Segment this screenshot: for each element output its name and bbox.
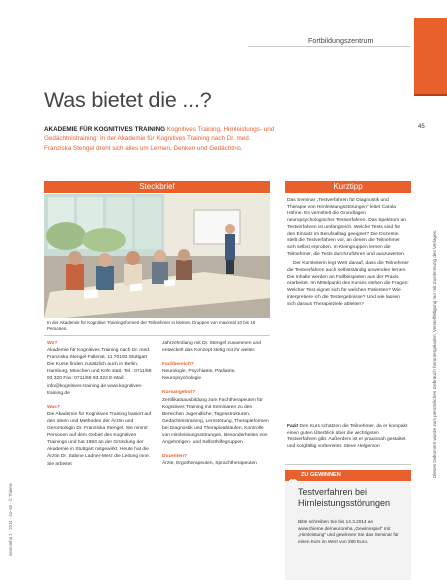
steckbrief-column-right xyxy=(162,340,270,467)
kursangebot-text: Zertifikatsausbildung zum Fachtherapeuten für Kognitives Training mit Seminaren zu den Bereichen Jugendliche, Tagesstrukturen, Gedächtnistraining, Lernstörung, Therapieformen bei Diagnostik und Therapieabläufen, Kontrolle von Hirnleistungsstörungen, Besonderheiten von Angehörigen- und Selbsthilfegruppen xyxy=(162,397,269,446)
spacer xyxy=(162,446,270,453)
header-rule xyxy=(248,46,410,47)
spacer xyxy=(47,397,155,404)
fazit-label: Fazit xyxy=(287,424,299,429)
was-text: Die Akademie für Kognitives Training basiert auf den Ideen und Methoden der Ärztin und Gerontologin Dr. Franziska Stengel. Sie nimmt Personen auf dem Gebiet des Kognitiven Trainings und hat 1993 an der Gründung der Akademie in Stuttgart mitgewirkt. Heute hat die Ärztin Dr. Sabine Ladner-Merz die Leitung inne. Sie arbeitet xyxy=(47,411,152,467)
wo-text: Akademie für Kognitives Training nach Dr. med. Franziska Stengel Fallenst. 11 70193 Stuttgart Die Kurse finden zusätzlich auch in Berlin, Hamburg, München und Köln statt. Tel.: 0711/69 93 320 Fax: 0711/69 93 322 E-Mail: info@kognitives-training.de www.kognitives-training.de xyxy=(47,348,152,396)
kurztipp-header: Kurztipp xyxy=(285,181,411,193)
dozenten-text: Ärzte, Ergotherapeuten, Sprachtherapeuten xyxy=(162,461,257,467)
fachbereich-label: Fachbereich? xyxy=(162,362,194,368)
intro-lead: AKADEMIE FÜR KOGNITIVES TRAINING xyxy=(44,126,166,133)
steckbrief-header: Steckbrief xyxy=(44,181,270,193)
gewinnen-label: ZU GEWINNEN xyxy=(301,472,341,478)
kurztipp-body xyxy=(287,198,409,311)
gewinnen-title: Testverfahren bei Hirnleistungsstörungen xyxy=(298,487,391,508)
edge-tab xyxy=(414,18,447,94)
wo-label: Wo? xyxy=(47,341,58,346)
steckbrief-column-left xyxy=(47,340,155,468)
fachbereich-text: Neurologie, Psychiatrie, Pädiatrie, Neuropsychologie xyxy=(162,369,236,382)
kurztipp-fazit xyxy=(287,424,409,451)
intro-text: Kognitives Training, Hirnleistungs- und Gedächtnistraining: In der Akademie für Kognitives Training nach Dr. med. Franziska Stengel dreht sich alles um Lernen, Denken und Gedächtnis. xyxy=(44,126,275,152)
was-label: Was? xyxy=(47,404,60,410)
gift-icon xyxy=(289,472,297,479)
page-title: Was bietet die ...? xyxy=(44,88,212,112)
fazit-text: Den Kurs schätzen die Teilnehmer, da er kompakt einen guten Überblick über die wichtigsten Testverfahren gibt. Außerdem ist er praxisnah gestaltet und sorgfältig vorbereitet. xyxy=(287,424,408,450)
intro-paragraph xyxy=(44,125,276,153)
seminar-photo-illustration xyxy=(44,194,270,318)
dozenten-label: Dozenten? xyxy=(162,454,187,460)
kursangebot-label: Kursangebot? xyxy=(162,390,196,396)
was-text-continued: Jahrzehntlang mit Dr. Stengel zusammen und entwickelt das Konzept stetig mit ihr weiter. xyxy=(162,341,261,354)
kurztipp-rule xyxy=(285,464,411,465)
page-number: 45 xyxy=(418,124,425,130)
kurztipp-paragraph: Das Seminar „Testverfahren für Diagnostik und Therapie von Hirnleistungsstörungen“ leitet Carola Höhne. Es vermittelt die Grundlagen neuropsychologischer Testverfahren. Das Spektrum an Testverfahren ist umfangreich. Welche Tests sind für den Einsatz im Berufsalltag geeignet? Die Dozentin stellt die Testverfahren vor, an denen die Teilnehmer sich selbst erproben. In Kleingruppen lernen die Teilnehmer, die Tests durchzuführen und auszuwerten. xyxy=(287,198,406,257)
side-note: Dieses Dokument wurde zum persönlichen Gebrauch heruntergeladen. Vervielfältigung nur mit Zustimmung des Verlages. xyxy=(432,229,437,478)
caption-rule xyxy=(44,335,270,336)
kurztipp-paragraph: Der Kursleiterin legt Wert darauf, dass die Teilnehmer die Testverfahren auch selbstständig anwenden lernen. Die Inhalte werden an Fallbeispielen aus der Praxis erarbeitet. Im Mittelpunkt des Kurses stehen die Fragen: Welcher Test eignet sich für welchen Patienten? Wie interpretiere ich die Testergebnisse? Und wie lassen sich daraus Therapieziele ableiten? xyxy=(287,261,409,307)
gewinnen-text: Bitte schreiben Sie bis 14.3.2014 an www.thieme.de/neuroreha „Gewinnspiel“ mit „Hirnleistung“ und gewinnen Sie das Seminar für einen Kurs im Wert von 280 Euro. xyxy=(298,519,399,544)
edge-tab-line xyxy=(414,94,447,96)
spacer xyxy=(162,354,270,361)
section-label: Fortbildungszentrum xyxy=(308,36,374,45)
kurztipp-signature: Steve Helgerson xyxy=(343,444,380,450)
footer-imprint: neuroreha 1 · 2014 · 44–45 · © Thieme xyxy=(8,483,13,556)
seminar-photo xyxy=(44,194,270,318)
photo-caption: In der Akademie für Kognitive Trainingsformen der Teilnehmer in kleinen Gruppen von maximal 10 bis 16 Personen. xyxy=(47,320,256,331)
spacer xyxy=(162,382,270,389)
